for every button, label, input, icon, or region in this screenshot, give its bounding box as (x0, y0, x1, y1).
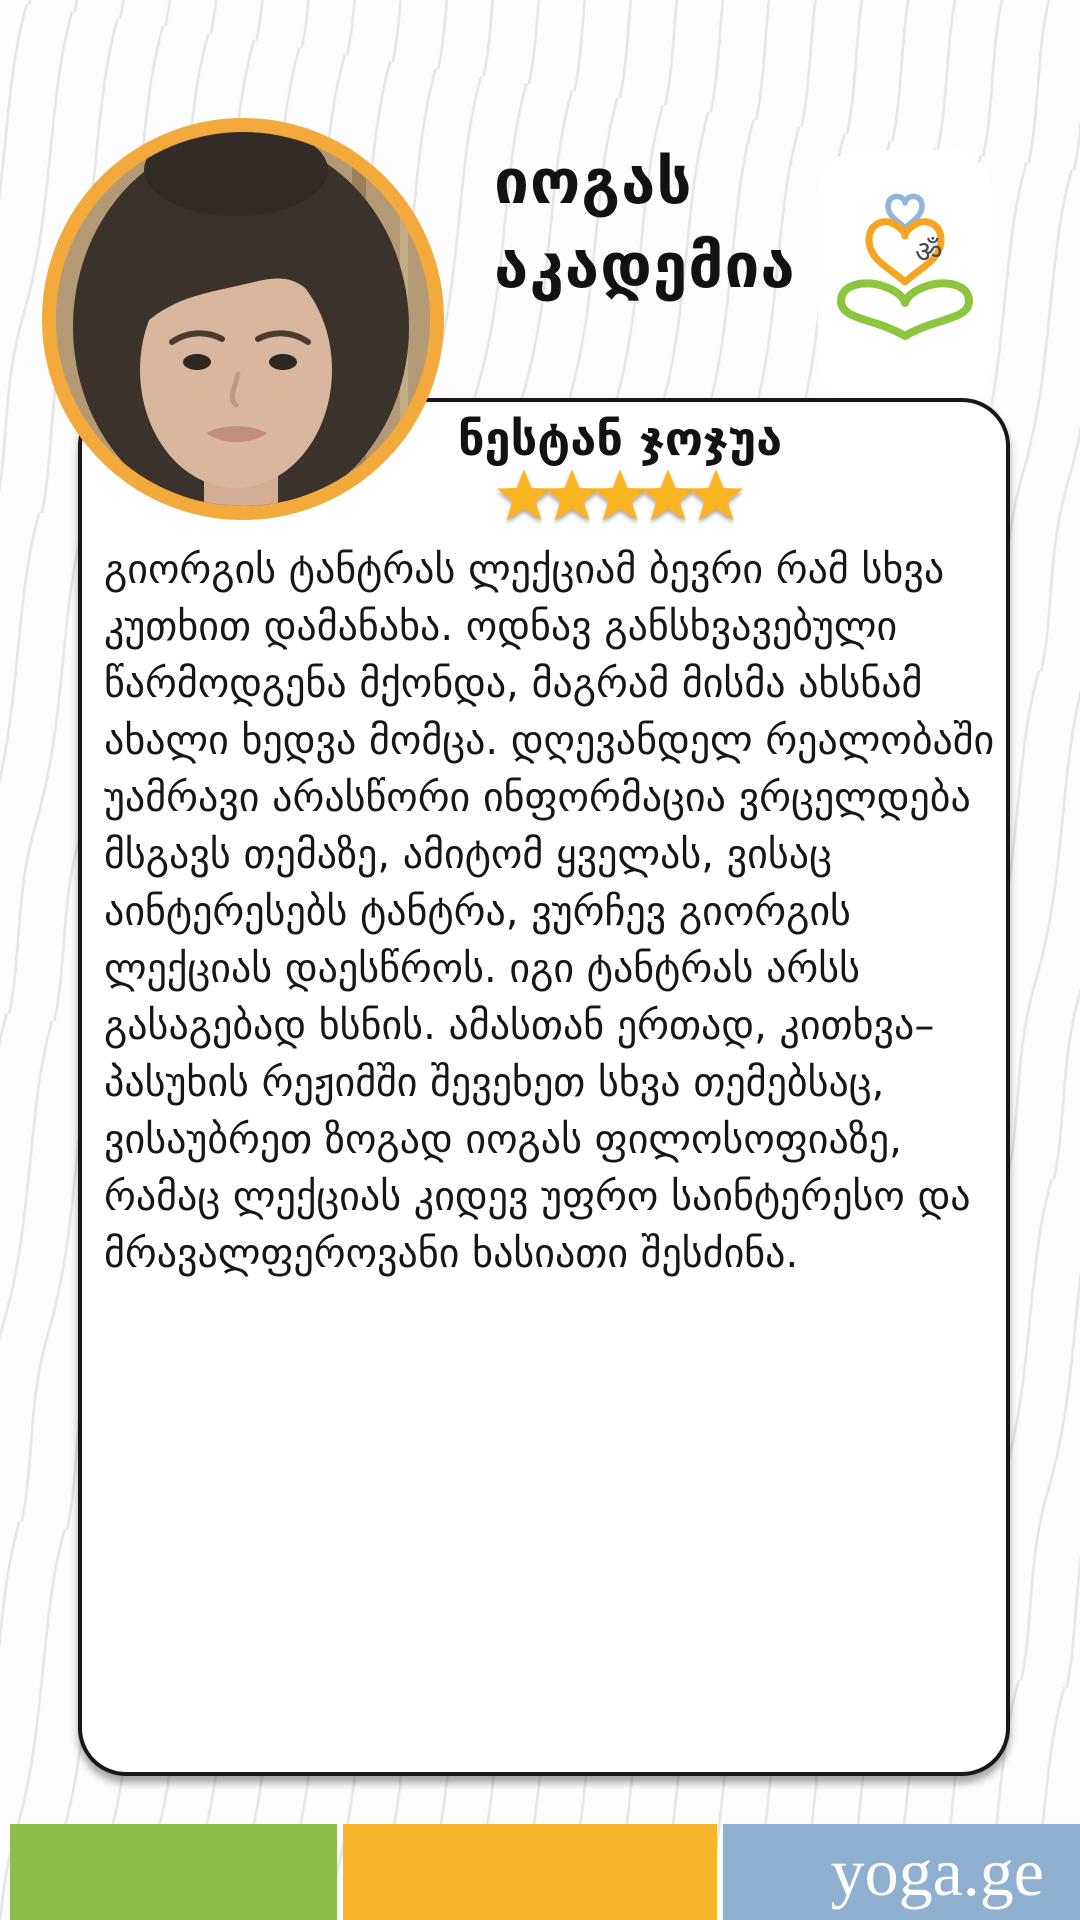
reviewer-name: ნესტან ჯოჯუა (457, 412, 783, 467)
academy-title-line2: აკადემია (494, 229, 796, 302)
footer-segment-blue (723, 1824, 1080, 1920)
academy-title (494, 140, 796, 308)
footer-segment-yellow (343, 1824, 717, 1920)
review-text: გიორგის ტანტრას ლექციამ ბევრი რამ სხვა კუთხით დამანახა. ოდნავ განსხვავებული წარმოდგენა მქონდა, მაგრამ მისმა ახსნამ ახალი ხედვა მომცა. დღევანდელ რეალობაში უამრავი არასწორი ინფორმაცია ვრცელდება მსგავს თემაზე, ამიტომ ყველას, ვისაც აინტერესებს ტანტრა, ვურჩევ გიორგის ლექციას დაესწროს. იგი ტანტრას არსს გასაგებად ხსნის. ამასთან ერთად, კითხვა–პასუხის რეჟიმში შევეხეთ სხვა თემებსაც, ვისაუბრეთ ზოგად იოგას ფილოსოფიაზე, რამაც ლექციას კიდევ უფრო საინტერესო და მრავალფეროვანი ხასიათი შესძინა. (104, 547, 995, 1277)
logo-background (818, 150, 992, 406)
footer-left-gap (0, 1824, 10, 1920)
yoga-academy-hearts-logo (835, 184, 975, 354)
footer-band (0, 1824, 1080, 1920)
academy-title-line1: იოგას (494, 145, 693, 218)
footer-segment-green (10, 1824, 337, 1920)
website-label: yoga.ge (830, 1834, 1044, 1910)
om-symbol-icon: ॐ (915, 235, 943, 270)
star-icon (688, 468, 744, 522)
heart-bottom-icon (841, 283, 969, 336)
star-rating (370, 468, 870, 532)
